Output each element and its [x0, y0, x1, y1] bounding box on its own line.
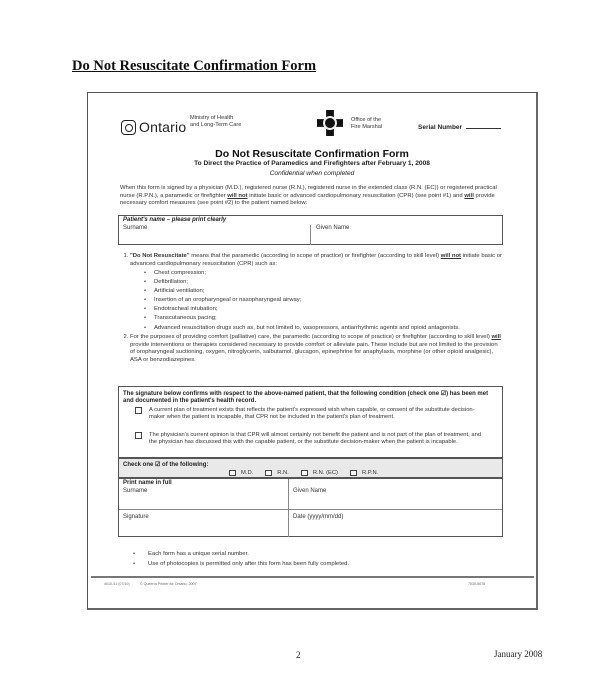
cpr-item: • Insertion of an oropharyngeal or nasopharyngeal airway; [144, 297, 503, 305]
patient-name-box [118, 215, 503, 245]
md-checkbox[interactable] [229, 470, 236, 476]
condition-option-opinion: The physician's current opinion is that CPR will almost certainly not benefit the patient and is not part of the plan of treatment, and the physician has discussed this with the capable patient, or the substitute decision-maker when the patient is incapable. [135, 432, 490, 446]
condition-opinion-checkbox[interactable] [135, 432, 142, 439]
signature-field[interactable]: Signature [123, 514, 149, 520]
divider [310, 225, 311, 245]
cpr-item: • Advanced resuscitation drugs such as, but not limited to, vasopressors, antiarrhythmic agents and opioid antagonists. [144, 325, 503, 333]
note-item: • Each form has a unique serial number. [133, 549, 349, 559]
credential-box [118, 458, 503, 478]
rn-ec-checkbox[interactable] [301, 470, 308, 476]
trillium-icon [121, 120, 136, 135]
intro-paragraph: When this form is signed by a physician (M.D.), registered nurse (R.N.), registered nurse in the extended class (R.N. (EC)) or registered practical nurse (R.P.N.), a paramedic or firefighter will not initiate basic or advanced cardiopulmonary resuscitation (CPR) (see point #1) and will provide necessary comfort measures (see point #2) to the patient named below: [120, 185, 497, 207]
cpr-item: • Chest compression; [144, 270, 503, 278]
cpr-item: • Transcutaneous pacing; [144, 315, 503, 323]
credential-md[interactable]: M.D. [229, 470, 253, 476]
signer-box [118, 478, 503, 537]
page-date: January 2008 [494, 649, 543, 659]
dnr-form-frame [87, 92, 538, 610]
serial-number-field: Serial Number [418, 124, 501, 131]
divider [288, 479, 289, 537]
ontario-wordmark: Ontario [139, 119, 187, 135]
patient-name-heading: Patient's name – please print clearly [123, 217, 227, 223]
signer-given-name-field[interactable]: Given Name [293, 488, 327, 494]
divider [119, 509, 502, 510]
form-header [88, 93, 536, 143]
patient-surname-field[interactable]: Surname [123, 225, 148, 231]
condition-option-plan: A current plan of treatment exists that reflects the patient's expressed wish when capable, or consent of the substitute decision-maker when the patient is incapable, that CPR not be included in the patient's plan of treatment. [135, 407, 490, 421]
point-2: 2. For the purposes of providing comfort (palliative) care, the paramedic (according to scope of practice) or firefighter (according to skill level) will provide interventions or therapies considered necessary to provide comfort or alleviate pain. These include but are not limited to the provision of oropharyngeal suctioning, oxygen, nitroglycerin, salbutamol, glucagon, epinephrine for anaphylaxis, morphine (or other opioid analgesic), ASA or benzodiazepines. [130, 334, 503, 364]
footer-rule [91, 576, 534, 578]
stock-code: 7530-5678 [468, 582, 486, 586]
definitions-list [118, 253, 503, 364]
credential-rpn[interactable]: R.P.N. [350, 470, 378, 476]
signer-heading: Print name in full [123, 480, 172, 486]
credential-heading: Check one ☑ of the following: [123, 462, 209, 468]
form-title: Do Not Resuscitate Confirmation Form [215, 148, 409, 160]
form-notes [133, 549, 349, 569]
cpr-item: • Artificial ventilation; [144, 288, 503, 296]
date-field[interactable]: Date (yyyy/mm/dd) [293, 514, 344, 520]
rpn-checkbox[interactable] [350, 470, 357, 476]
patient-given-name-field[interactable]: Given Name [316, 225, 350, 231]
rn-checkbox[interactable] [265, 470, 272, 476]
note-item: • Use of photocopies is permitted only after this form has been fully completed. [133, 559, 349, 569]
condition-heading: The signature below confirms with respect to the above-named patient, that the following condition (check one ☑) has been met and documented in the patient's health record. [123, 391, 489, 404]
point-1: 1. "Do Not Resuscitate" means that the paramedic (according to scope of practice) or firefighter (according to skill level) will not initiate basic or advanced cardiopulmonary resuscitation (CPR) such as: • Chest compression; • Defibrillation; • Artificial ventilation; • Insertion of an oropharyngeal or nasopharyngeal airway; • Endotracheal intubation; • Transcutaneous pacing; • Advanced resuscitation drugs such as, but not limited to, vasopressors, antiarrhythmic agents and opioid antagonists. [130, 253, 503, 332]
form-subtitle: To Direct the Practice of Paramedics and Firefighters after February 1, 2008 [194, 160, 430, 167]
fire-marshal-office: Office of the Fire Marshal [351, 117, 383, 130]
signer-surname-field[interactable]: Surname [123, 488, 148, 494]
document-heading: Do Not Resuscitate Confirmation Form [72, 58, 317, 74]
ontario-logo [121, 119, 186, 135]
credential-rn[interactable]: R.N. [265, 470, 289, 476]
condition-plan-checkbox[interactable] [135, 407, 142, 414]
cpr-item: • Defibrillation; [144, 279, 503, 287]
credential-rn-ec[interactable]: R.N. (EC) [301, 470, 338, 476]
form-code: 4010-41 (07/10) [104, 582, 130, 586]
confidential-note: Confidential when completed [269, 170, 355, 177]
ministry-name: Ministry of Health and Long-Term Care [190, 115, 242, 128]
page-number: 2 [296, 650, 301, 660]
credential-options [229, 470, 378, 476]
cpr-item: • Endotracheal intubation; [144, 306, 503, 314]
copyright-notice: © Queen's Printer for Ontario, 2007 [140, 582, 197, 586]
serial-number-line [466, 128, 501, 129]
fire-marshal-crest-icon [317, 110, 343, 136]
condition-box [118, 386, 503, 458]
